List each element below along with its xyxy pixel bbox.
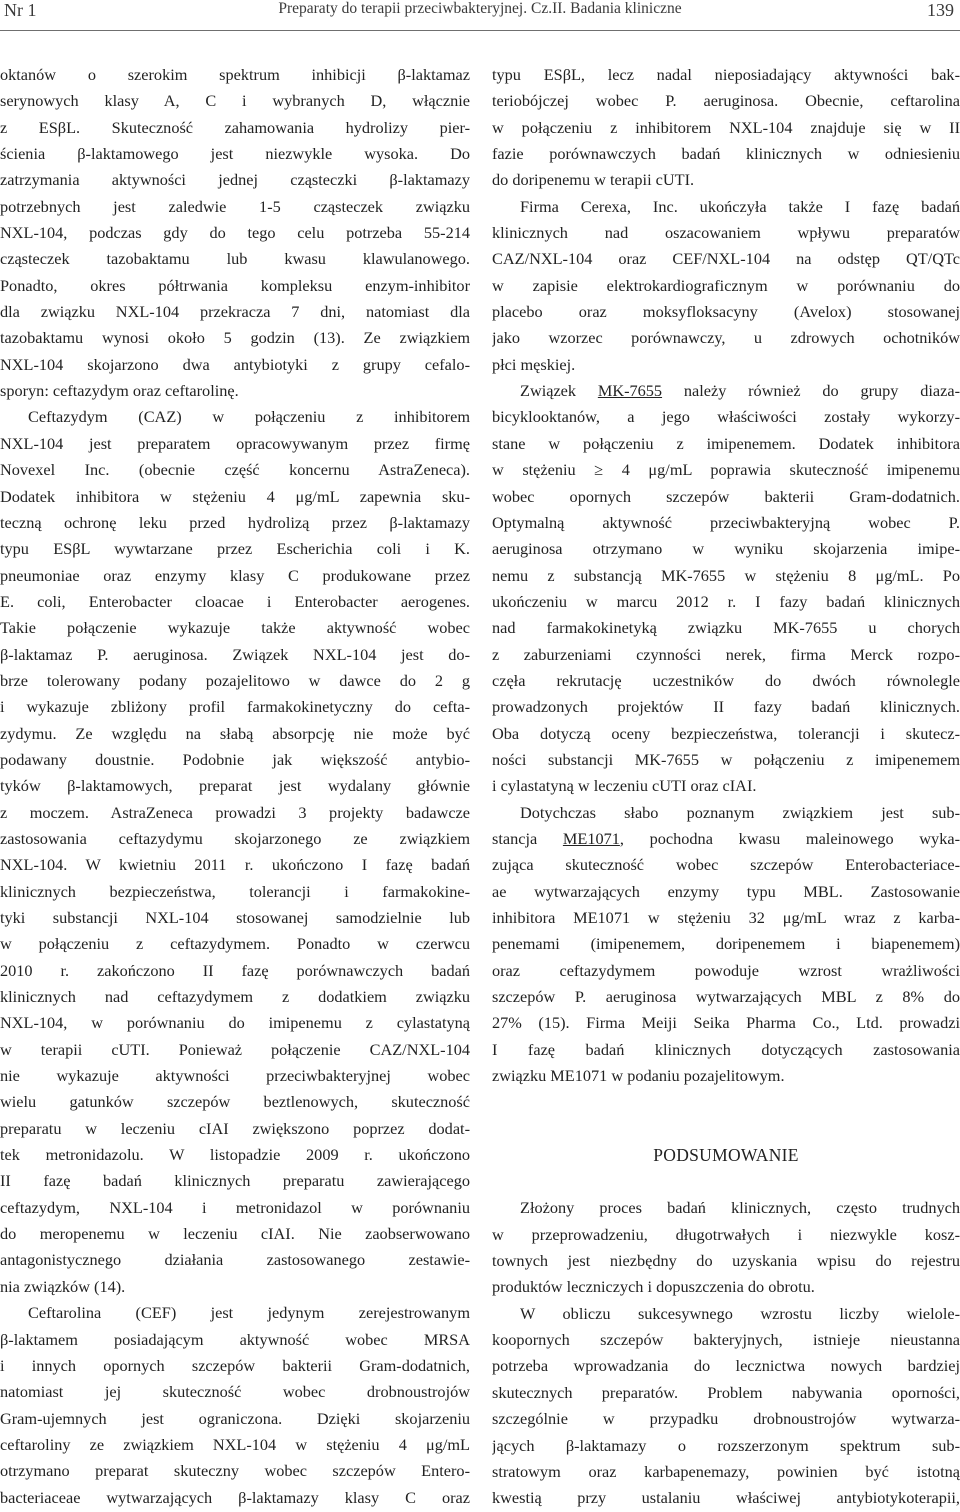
text-line: NXL-104, podczas gdy do tego celu potrzeba 55-214 [0, 223, 470, 243]
text-line: szczepów P. aeruginosa wytwarzających MBL z 8% do [492, 987, 960, 1007]
text-line: 27% (15). Firma Meiji Seika Pharma Co., Ltd. prowadzi [492, 1013, 960, 1033]
text-line: z zaburzeniami czynności nerek, firma Merck rozpo- [492, 644, 960, 664]
page-header [0, 0, 960, 28]
text-line: kwestią przy ustalaniu właściwej antybiotykoterapii, [492, 1488, 960, 1508]
text-line: klinicznych nad ceftazydymem z dodatkiem związku [0, 987, 470, 1007]
text-line: otrzymano preparat skuteczny wobec szczepów Entero- [0, 1461, 470, 1481]
text-line: sporyn: ceftazydym oraz ceftarolinę. [0, 381, 239, 401]
text-line: zatrzymania aktywności jednej cząsteczki β-laktamazy [0, 170, 470, 190]
text-line: płci męskiej. [492, 354, 576, 374]
paragraph [0, 62, 470, 404]
text-line: typu ESβL wywtarzane przez Escherichia coli i K. [0, 539, 470, 559]
header-rule [0, 30, 960, 31]
text-line: typu ESβL, lecz nadal nieposiadający aktywności bak- [492, 65, 960, 84]
text-line: tyków β-laktamowych, preparat jest wydalany głównie [0, 776, 470, 796]
text-line: ae wytwarzających enzymy typu MBL. Zastosowanie [492, 881, 960, 901]
text-line: ceftaroliny ze związkiem NXL-104 w stężeniu 4 μg/mL [0, 1434, 470, 1454]
text-line: placebo oraz moksyfloksacyny (Avelox) stosowanej [492, 302, 960, 322]
text-line: i cylastatyną w leczeniu cUTI oraz cIAI. [492, 776, 757, 796]
text-line: Złożony proces badań klinicznych, często trudnych [520, 1198, 960, 1218]
text-line: w zapisie elektrokardiograficznym w porównaniu do [492, 275, 960, 295]
text-line: w stężeniu ≥ 4 μg/mL poprawia skuteczność imipenemu [492, 460, 960, 480]
text-line: potrzebnych jest zaledwie 1-5 cząsteczek związku [0, 196, 470, 216]
right-column-body [492, 62, 960, 1089]
paragraph [492, 1195, 960, 1300]
text-line: częła rekrutację uczestników do dwóch równolegle [492, 670, 960, 690]
paragraph [492, 378, 960, 800]
text-line: inhibitora ME1071 w stężeniu 32 μg/mL wraz z karba- [492, 908, 960, 927]
paragraph [0, 1300, 470, 1511]
text-line: Dotychczas słabo poznanym związkiem jest sub- [520, 802, 960, 822]
text-line: bicyklooktanów, a jego właściwości zostały wykorzy- [492, 407, 960, 427]
page-number: 139 [927, 0, 954, 20]
text-line: oraz ceftazydymem powoduje wzrost wrażliwości [492, 960, 960, 980]
text-line: zastosowania ceftazydymu skojarzonego ze związkiem [0, 828, 470, 848]
text-line: Gram-ujemnych jest ograniczona. Dzięki skojarzeniu [0, 1408, 470, 1428]
text-line: stane w połączeniu z imipenemem. Dodatek inhibitora [492, 433, 960, 453]
paragraph [492, 194, 960, 378]
text-line: produktów leczniczych i dopuszczenia do obrotu. [492, 1277, 815, 1297]
text-line: związku ME1071 w podaniu pozajelitowym. [492, 1066, 785, 1086]
text-line: E. coli, Enterobacter cloacae i Enterobacter aerogenes. [0, 591, 470, 611]
text-line: Oba dotyczą oceny bezpieczeństwa, tolerancji i skutecz- [492, 723, 960, 743]
text-line: pneumoniae oraz enzymy klasy C produkowane przez [0, 565, 470, 585]
text-line: bacteriaceae wytwarzających β-laktamazy klasy C oraz [0, 1487, 470, 1507]
running-title: Preparaty do terapii przeciwbakteryjnej. Cz.II. Badania kliniczne [278, 0, 682, 17]
text-line: nia związków (14). [0, 1276, 126, 1296]
text-line: z moczem. AstraZeneca prowadzi 3 projekty badawcze [0, 802, 470, 822]
text-line: klinicznych bezpieczeństwa, tolerancji i farmakokine- [0, 881, 470, 901]
text-line: wielu gatunków szczepów beztlenowych, skuteczność [0, 1092, 470, 1112]
text-line: ukończeniu w marcu 2012 r. I fazy badań klinicznych [492, 591, 960, 611]
paragraph [492, 62, 960, 194]
text-line: tazobaktamu wynosi około 5 godzin (13). Ze związkiem [0, 328, 470, 348]
text-line: potrzeba wprowadzania do lecznictwa nowych bardziej [492, 1356, 960, 1376]
text-line: Ponadto, okres półtrwania kompleksu enzym-inhibitor [0, 275, 470, 295]
text-line: ceftazydym, NXL-104 i metronidazol w porównaniu [0, 1197, 470, 1217]
text-line: NXL-104. W kwietniu 2011 r. ukończono I fazę badań [0, 855, 470, 875]
summary-body [492, 1195, 960, 1511]
text-line: szczególnie w przypadku drobnoustrojów wytwarza- [492, 1409, 960, 1429]
text-line: aeruginosa otrzymano w wyniku skojarzenia imipe- [492, 539, 960, 559]
text-line: zująca skuteczność wobec szczepów Enterobacteriace- [492, 855, 960, 875]
text-line: prowadzonych projektów II fazy badań klinicznych. [492, 697, 960, 717]
text-line: CAZ/NXL-104 oraz CEF/NXL-104 na odstęp QT/QTc [492, 249, 960, 269]
text-line: z ESβL. Skuteczność zahamowania hydrolizy pier- [0, 117, 470, 137]
text-line: wobec opornych szczepów bakterii Gram-dodatnich. [492, 486, 960, 506]
text-line: β-laktamem posiadającym aktywność wobec MRSA [0, 1329, 470, 1349]
text-line: stratowym oraz karbapenemazy, powinien być istotną [492, 1461, 960, 1481]
text-line: I fazę badań klinicznych dotyczących zastosowania [492, 1039, 960, 1059]
text-line: Związek MK-7655 należy również do grupy diaza- [520, 381, 960, 401]
text-line: w przeprowadzeniu, długotrwałych i niezwykle kosz- [492, 1224, 960, 1244]
left-column [0, 62, 470, 1511]
text-line: Ceftazydym (CAZ) w połączeniu z inhibitorem [28, 407, 470, 427]
text-line: NXL-104 skojarzono dwa antybiotyki z grupy cefalo- [0, 354, 470, 374]
text-line: brze tolerowany podany pozajelitowo w dawce do 2 g [0, 670, 470, 690]
text-line: do meropenemu w leczeniu cIAI. Nie zaobserwowano [0, 1224, 470, 1244]
text-line: klinicznych nad oszacowaniem wpływu preparatów [492, 223, 960, 243]
text-line: tek metronidazolu. W listopadzie 2009 r. ukończono [0, 1145, 470, 1165]
text-line: Firma Cerexa, Inc. ukończyła także I fazę badań [520, 196, 960, 216]
text-line: Optymalną aktywność przeciwbakteryjną wobec P. [492, 512, 960, 532]
right-column [492, 62, 960, 1512]
text-line: β-laktamaz P. aeruginosa. Związek NXL-104 jest do- [0, 644, 470, 664]
text-line: zydymu. Ze względu na słabą absorpcję nie może być [0, 723, 470, 743]
text-line: W obliczu sukcesywnego wzrostu liczby wielole- [520, 1303, 960, 1323]
text-line: koopornych szczepów bakteryjnych, istnieje nieustanna [492, 1330, 960, 1350]
text-line: w połączeniu z inhibitorem NXL-104 znajduje się w II [492, 117, 960, 137]
text-line: NXL-104 jest preparatem opracowywanym przez firmę [0, 433, 470, 453]
text-line: 2010 r. zakończono II fazę porównawczych badań [0, 960, 470, 980]
text-line: do doripenemu w terapii cUTI. [492, 170, 695, 190]
text-line: jących β-laktamazy o rozszerzonym spektrum sub- [492, 1435, 960, 1455]
text-line: cząsteczek tazobaktamu lub kwasu klawulanowego. [0, 249, 470, 269]
text-line: Takie połączenie wykazuje także aktywność wobec [0, 618, 470, 638]
text-line: i wykazuje zbliżony profil farmakokinetyczny do cefta- [0, 697, 470, 717]
text-line: nemu z substancją MK-7655 w stężeniu 8 μg/mL. Po [492, 565, 960, 585]
text-line: podawany doustnie. Podobnie jak większość antybio- [0, 749, 470, 769]
text-line: i innych opornych szczepów bakterii Gram-dodatnich, [0, 1355, 470, 1375]
text-line: NXL-104, w porównaniu do imipenemu z cylastatyną [0, 1013, 470, 1033]
paragraph [492, 1301, 960, 1512]
text-line: serynowych klasy A, C i wybranych D, włącznie [0, 91, 470, 111]
section-heading: PODSUMOWANIE [653, 1145, 799, 1166]
paragraph [492, 800, 960, 1090]
text-line: stancja ME1071, pochodna kwasu maleinowego wyka- [492, 828, 960, 848]
text-line: fazie porównawczych badań klinicznych w odniesieniu [492, 144, 960, 164]
text-line: Novexel Inc. (obecnie część koncernu AstraZeneca). [0, 460, 470, 480]
text-line: preparatu w leczeniu cIAI zwiększono poprzez dodat- [0, 1118, 470, 1138]
text-line: w połączeniu z ceftazydymem. Ponadto w czerwcu [0, 934, 470, 954]
text-line: dla związku NXL-104 przekracza 7 dni, natomiast dla [0, 302, 470, 322]
text-line: antagonistycznego działania zastosowanego zestawie- [0, 1250, 470, 1270]
text-line: tyki substancji NXL-104 stosowanej samodzielnie lub [0, 908, 470, 927]
text-line: nie wykazuje aktywności przeciwbakteryjnej wobec [0, 1066, 470, 1086]
text-line: townych jest niezbędny do uzyskania wpisu do rejestru [492, 1251, 960, 1271]
text-line: ności substancji MK-7655 w połączeniu z imipenemem [492, 749, 960, 769]
text-line: jako wzorzec porównawczy, u zdrowych ochotników [492, 328, 960, 348]
paragraph [0, 404, 470, 1300]
issue-number: Nr 1 [4, 0, 37, 20]
text-line: natomiast jej skuteczność wobec drobnoustrojów [0, 1382, 470, 1402]
text-line: skutecznych preparatów. Problem nabywania oporności, [492, 1382, 960, 1402]
text-line: II fazę badań klinicznych preparatu zawierającego [0, 1171, 470, 1191]
text-line: oktanów o szerokim spektrum inhibicji β-laktamaz [0, 65, 470, 84]
text-line: penemami (imipenemem, doripenemem i biapenemem) [492, 934, 960, 954]
text-line: ścienia β-laktamowego jest niezwykle wysoka. Do [0, 144, 470, 164]
text-line: Ceftarolina (CEF) jest jedynym zerejestrowanym [28, 1303, 470, 1323]
text-line: w terapii cUTI. Ponieważ połączenie CAZ/NXL-104 [0, 1039, 470, 1059]
text-line: nad farmakokinetyką związku MK-7655 u chorych [492, 618, 960, 638]
text-line: Dodatek inhibitora w stężeniu 4 μg/mL zapewnia sku- [0, 486, 470, 506]
text-line: teriobójczej wobec P. aeruginosa. Obecnie, ceftarolina [492, 91, 960, 111]
text-line: teczną ochronę leku przed hydrolizą przez β-laktamazy [0, 512, 470, 532]
